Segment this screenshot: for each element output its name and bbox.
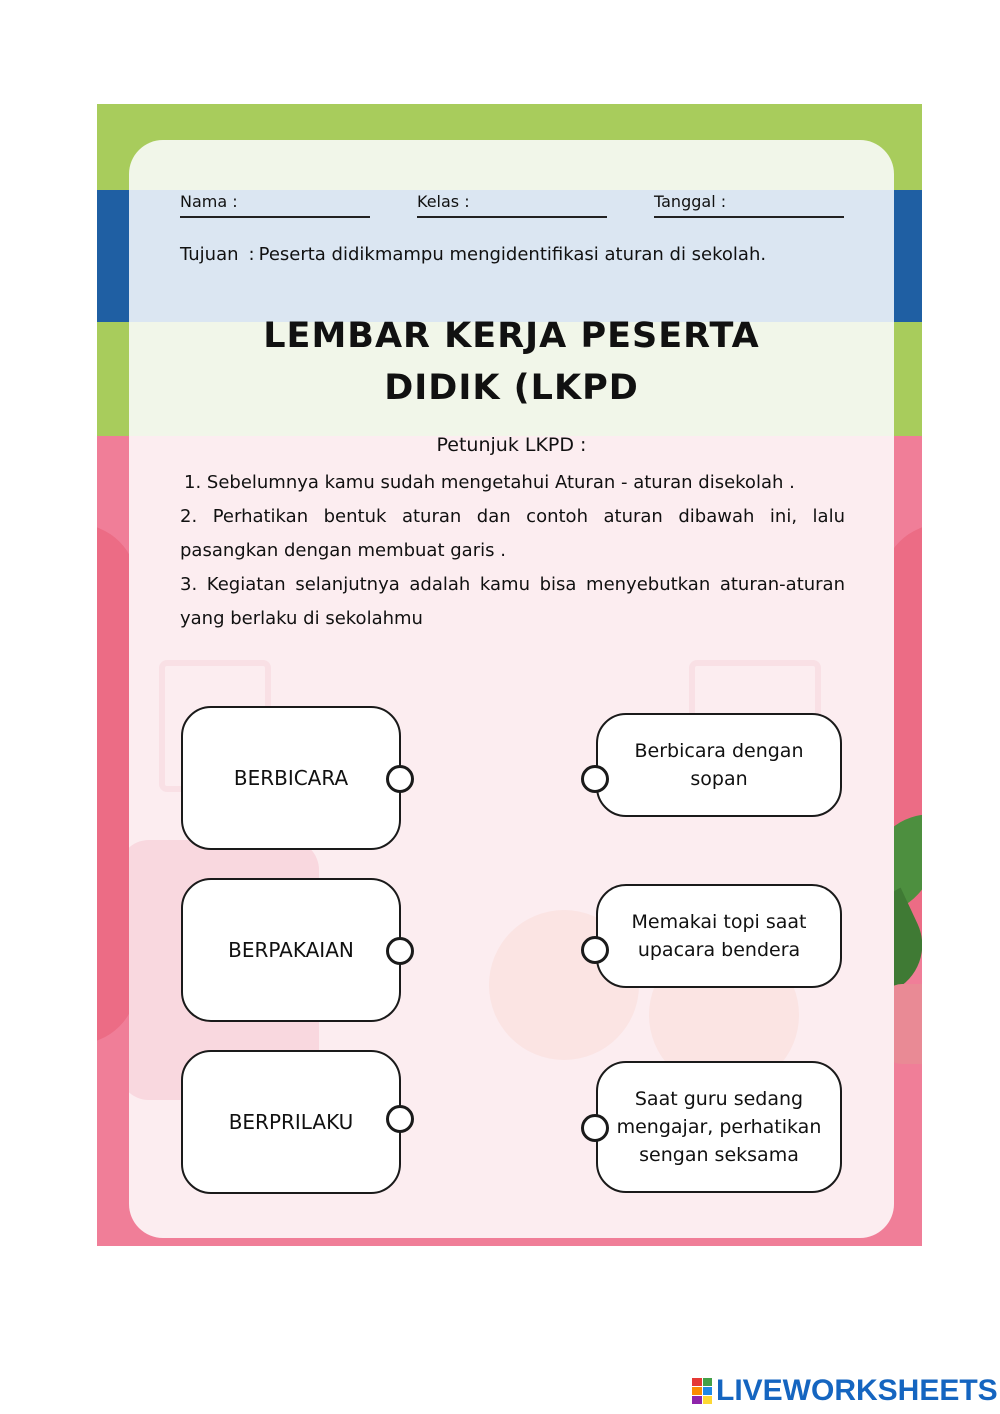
nama-line <box>180 216 370 218</box>
tanggal-field[interactable] <box>654 192 726 211</box>
match-left-label: BERPRILAKU <box>228 1110 354 1134</box>
liveworksheets-logo-icon <box>692 1378 712 1404</box>
tujuan-content: Peserta didikmampu mengidentifikasi aturan di sekolah. <box>258 244 767 265</box>
step-3: 3. Kegiatan selanjutnya adalah kamu bisa menyebutkan aturan-aturan yang berlaku di sekolahmu <box>180 574 845 629</box>
match-right-line: upacara bendera <box>637 939 801 961</box>
nama-field[interactable] <box>180 192 238 211</box>
title-line-1: LEMBAR KERJA PESERTA <box>263 316 760 356</box>
content-card <box>129 140 894 1238</box>
worksheet-page <box>97 104 922 1246</box>
match-left-berpakaian <box>181 878 401 1022</box>
title-line-2: DIDIK (LKPD <box>384 368 639 408</box>
match-right-text <box>635 737 804 793</box>
step-1: 1. Sebelumnya kamu sudah mengetahui Aturan - aturan disekolah . <box>184 472 795 493</box>
connector-dot-left-1[interactable] <box>386 765 414 793</box>
brand-name: LIVEWORKSHEETS <box>716 1374 998 1407</box>
match-right-line: sopan <box>690 768 748 790</box>
tujuan-separator: : <box>248 244 255 265</box>
match-right-line: Berbicara dengan <box>634 740 804 762</box>
tanggal-line <box>654 216 844 218</box>
match-right-line: mengajar, perhatikan <box>616 1116 822 1138</box>
card-bg-top <box>129 140 894 190</box>
connector-dot-right-3[interactable] <box>581 1114 609 1142</box>
connector-dot-left-3[interactable] <box>386 1105 414 1133</box>
match-right-1 <box>596 713 842 817</box>
page-title <box>129 310 894 414</box>
connector-dot-right-2[interactable] <box>581 936 609 964</box>
match-right-line: Memakai topi saat <box>631 911 807 933</box>
tanggal-label: Tanggal : <box>654 192 727 211</box>
match-right-3 <box>596 1061 842 1193</box>
match-right-line: sengan seksama <box>639 1144 799 1166</box>
tujuan-label: Tujuan <box>180 244 239 265</box>
petunjuk-steps <box>180 466 845 636</box>
petunjuk-heading: Petunjuk LKPD : <box>436 434 587 456</box>
match-right-text <box>632 908 807 964</box>
match-right-text <box>617 1085 822 1169</box>
match-left-berprilaku <box>181 1050 401 1194</box>
match-right-2 <box>596 884 842 988</box>
match-left-label: BERPAKAIAN <box>228 938 354 962</box>
liveworksheets-logo[interactable] <box>692 1374 998 1408</box>
connector-dot-right-1[interactable] <box>581 765 609 793</box>
tujuan-text <box>180 244 766 265</box>
nama-label: Nama : <box>180 192 238 211</box>
match-right-line: Saat guru sedang <box>634 1088 804 1110</box>
kelas-field[interactable] <box>417 192 470 211</box>
kelas-line <box>417 216 607 218</box>
step-2: 2. Perhatikan bentuk aturan dan contoh aturan dibawah ini, lalu pasangkan dengan membuat garis . <box>180 506 845 561</box>
match-left-label: BERBICARA <box>233 766 349 790</box>
match-left-berbicara <box>181 706 401 850</box>
connector-dot-left-2[interactable] <box>386 937 414 965</box>
kelas-label: Kelas : <box>417 192 470 211</box>
